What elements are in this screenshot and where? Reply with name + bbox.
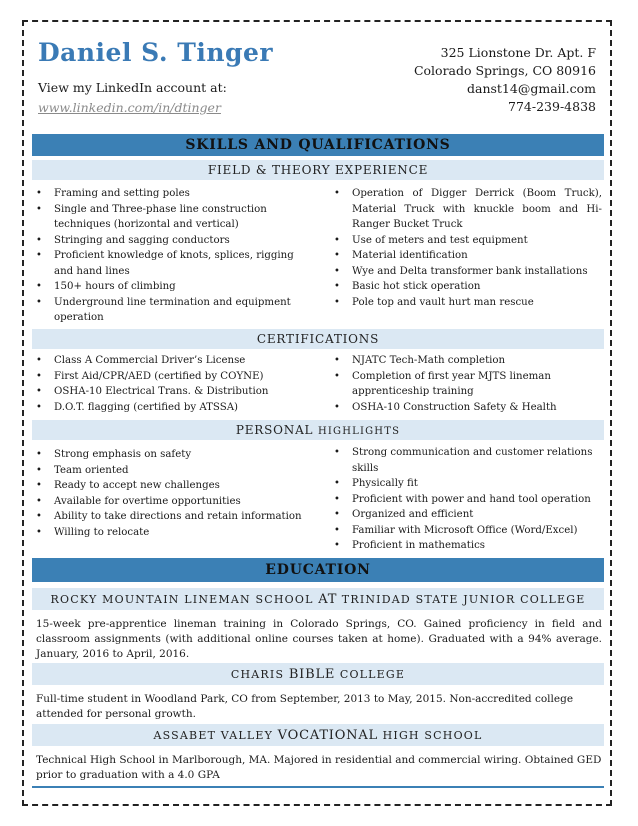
school-3-name-part-a: ASSABET VALLEY — [153, 729, 274, 742]
address-line-2: Colorado Springs, CO 80916 — [413, 63, 596, 78]
bullet-icon: • — [36, 355, 42, 366]
list-item: • Proficient with power and hand tool operation — [332, 492, 602, 508]
list-item: • Willing to relocate — [34, 525, 306, 541]
list-item: • Single and Three-phase line construction techniques (horizontal and vertical) — [36, 203, 267, 230]
list-item: • D.O.T. flagging (certified by ATSSA) — [34, 400, 306, 416]
school-header-2 — [32, 663, 604, 685]
candidate-name: Daniel S. Tinger — [38, 38, 274, 67]
list-item: • Operation of Digger Derrick (Boom Truck), Material Truck with knuckle boom and Hi-Ranger Bucket Truck — [334, 188, 602, 230]
list-item: • Use of meters and test equipment — [332, 233, 602, 249]
bullet-icon: • — [36, 401, 42, 413]
list-item: • Completion of first year MJTS lineman apprenticeship training — [334, 370, 551, 397]
bullet-icon: • — [36, 281, 42, 292]
school-header-3 — [32, 724, 604, 746]
personal-highlights-header — [32, 420, 604, 440]
school-1-name-part-b: AT — [318, 592, 338, 607]
phone-number: 774-239-4838 — [508, 99, 596, 114]
bullet-icon: • — [334, 493, 340, 505]
linkedin-link[interactable]: www.linkedin.com/in/dtinger — [38, 100, 221, 115]
list-item: • Strong emphasis on safety — [34, 447, 306, 463]
school-1-name-part-c: TRINIDAD STATE JUNIOR COLLEGE — [341, 593, 586, 606]
list-item: • 150+ hours of climbing — [34, 279, 306, 295]
field-experience-header: FIELD & THEORY EXPERIENCE — [32, 160, 604, 180]
bullet-icon: • — [334, 265, 340, 277]
list-item: • Proficient knowledge of knots, splices, rigging and hand lines — [36, 250, 294, 277]
list-item: • OSHA-10 Electrical Trans. & Distribution — [34, 384, 306, 400]
list-item: • Ready to accept new challenges — [34, 478, 306, 494]
bullet-icon: • — [36, 203, 42, 215]
bullet-icon: • — [334, 355, 340, 366]
bullet-icon: • — [334, 234, 340, 246]
list-item: • Underground line termination and equipment operation — [36, 296, 291, 323]
education-section-header: EDUCATION — [32, 558, 604, 582]
bullet-icon: • — [36, 296, 42, 308]
list-item: • First Aid/CPR/AED (certified by COYNE) — [34, 369, 306, 385]
list-item: • Basic hot stick operation — [332, 279, 602, 295]
resume-page — [22, 20, 612, 806]
list-item: • Pole top and vault hurt man rescue — [332, 295, 602, 311]
field-experience-list-left — [34, 186, 306, 326]
bullet-icon: • — [334, 540, 340, 551]
list-item: • Stringing and sagging conductors — [34, 233, 306, 249]
bullet-icon: • — [36, 511, 42, 522]
bullet-icon: • — [36, 250, 42, 261]
list-item: • Available for overtime opportunities — [34, 494, 306, 510]
bullet-icon: • — [36, 188, 42, 199]
personal-highlights-list-left — [34, 447, 306, 540]
list-item: • Physically fit — [332, 476, 602, 492]
bullet-icon: • — [36, 449, 42, 460]
bullet-icon: • — [334, 478, 340, 489]
personal-highlights-list-right — [332, 445, 602, 554]
bullet-icon: • — [334, 281, 340, 292]
contact-block — [414, 44, 596, 116]
bottom-divider — [32, 786, 604, 788]
list-item: • Class A Commercial Driver’s License — [34, 353, 306, 369]
email-address[interactable]: danst14@gmail.com — [466, 81, 596, 96]
school-1-name-part-a: ROCKY MOUNTAIN LINEMAN SCHOOL — [50, 593, 314, 606]
bullet-icon: • — [334, 188, 340, 199]
school-2-name-part-c: COLLEGE — [339, 668, 406, 681]
school-3-description: Technical High School in Marlborough, MA. Majored in residential and commercial wiring. Obtained GED prior to graduation with a 4.0 GPA — [36, 754, 602, 781]
school-3-name-part-c: HIGH SCHOOL — [382, 729, 483, 742]
list-item: • Proficient in mathematics — [332, 538, 602, 554]
list-item: • Material identification — [332, 248, 602, 264]
bullet-icon: • — [36, 464, 42, 476]
school-1-description: 15-week pre-apprentice lineman training in Colorado Springs, CO. Gained proficiency in field and classroom assignments (with additional online courses taken at home). Graduated with a 94% average. January, 2016 to April, 2016. — [36, 618, 602, 660]
list-item: • Familiar with Microsoft Office (Word/Excel) — [332, 523, 602, 539]
list-item: • OSHA-10 Construction Safety & Health — [332, 400, 602, 416]
personal-highlights-title-rest: HIGHLIGHTS — [317, 426, 401, 437]
school-2-description: Full-time student in Woodland Park, CO from September, 2013 to May, 2015. Non-accredited college attended for personal growth. — [36, 693, 574, 720]
school-2-name-part-a: CHARIS — [230, 668, 285, 681]
linkedin-label: View my LinkedIn account at: — [38, 80, 227, 95]
bullet-icon: • — [334, 447, 340, 458]
bullet-icon: • — [334, 250, 340, 261]
bullet-icon: • — [36, 386, 42, 397]
bullet-icon: • — [36, 495, 42, 507]
personal-highlights-title-word: PERSONAL — [235, 423, 314, 437]
list-item: • Framing and setting poles — [34, 186, 306, 202]
bullet-icon: • — [334, 401, 340, 413]
school-3-name-part-b: VOCATIONAL — [277, 728, 378, 743]
certifications-list-right — [332, 353, 602, 415]
list-item: • Ability to take directions and retain information — [34, 509, 306, 525]
address-line-1: 325 Lionstone Dr. Apt. F — [440, 45, 596, 60]
bullet-icon: • — [36, 480, 42, 491]
certifications-header: CERTIFICATIONS — [32, 329, 604, 349]
list-item: • NJATC Tech-Math completion — [332, 353, 602, 369]
bullet-icon: • — [334, 296, 340, 308]
bullet-icon: • — [36, 234, 42, 246]
list-item: • Strong communication and customer relations skills — [334, 447, 593, 474]
bullet-icon: • — [36, 370, 42, 382]
skills-section-header: SKILLS AND QUALIFICATIONS — [32, 134, 604, 156]
school-header-1 — [32, 588, 604, 610]
bullet-icon: • — [334, 524, 340, 536]
school-2-name-part-b: BIBLE — [288, 667, 336, 682]
bullet-icon: • — [36, 526, 42, 538]
bullet-icon: • — [334, 509, 340, 520]
list-item: • Team oriented — [34, 463, 306, 479]
list-item: • Wye and Delta transformer bank installations — [332, 264, 602, 280]
certifications-list-left — [34, 353, 306, 415]
list-item: • Organized and efficient — [332, 507, 602, 523]
field-experience-list-right — [332, 186, 602, 310]
bullet-icon: • — [334, 370, 340, 382]
